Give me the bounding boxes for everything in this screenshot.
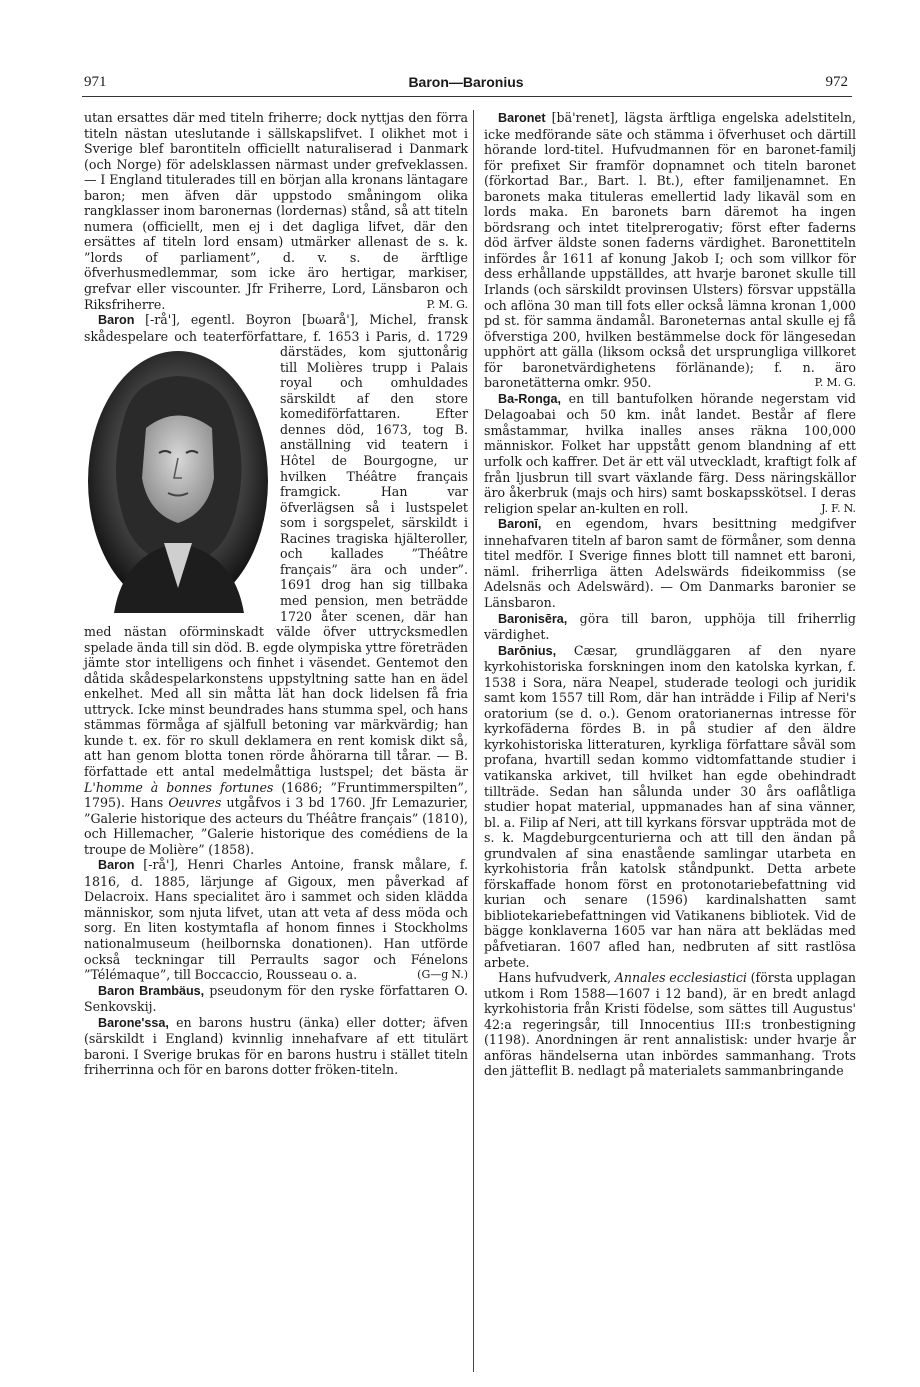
entry-baronius: Barōnius, Cæsar, grundläggaren af den nyare kyrkohistoriska forskningen inom den katolska kyrkan, f. 1538 i Sora, nära Neapel, studerade teologi och juridik samt kom 1557 till Rom, där han inträdde i Filip af Neri's oratorium (se d. o.). Genom oratorianernas intresse för kyrkofäderna fördes B. in på studier af den äldre kyrkohistoriska litteraturen, kyrkliga författare såväl som profana, hvartill sedan kommo vidtomfattande studier i vatikanska arkivet, till hvilket han egde obehindradt tillträde. Sedan han sålunda under 30 års oaflåtliga studier hopat material, uppmanades han af sina vänner, bl. a. Filip af Neri, att till kyrkans försvar uppträda mot de s. k. Magdeburgcenturierna och att till den ändan på grundvalen af sina enastående samlingar utarbeta en kyrkohistoria från katolsk ståndpunkt. Detta arbete förskaffade honom först en protonotariebefattning vid kurian och senare (1596) kardinalshatten samt bibliotekariebefattningen vid Vatikanens bibliotek. Vid de bägge konklaverna 1605 var han nära att beklädas med påfvetiaran. 1607 afled han, nedbruten af sitt rastlösa arbete. bbox=[484, 642, 856, 970]
portrait-engraving bbox=[84, 348, 272, 614]
headword: Ba-Ronga, bbox=[498, 391, 561, 406]
signature: P. M. G. bbox=[814, 376, 856, 390]
entry-baron-continued: utan ersattes där med titeln friherre; dock nyttjas den förra titeln nästan uteslutande i sällskapslifvet. I olikhet mot i Sverige blef barontiteln officiellt naturaliserad i Danmark (och Norge) för adelsklassen närmast under grefveklassen. — I England titulerades till en början alla kronans läntagare baron; men äfven där uppstodo småningom olika rangklasser inom baronernas (lordernas) stånd, så att titeln numera (officiellt, men ej i det dagliga lifvet, där den ersättes af titeln lord ensam) utmärker allenast de s. k. ”lords of parliament”, d. v. s. de ärftlige öfverhusmedlemmar, som icke äro hertigar, markiser, grefvar eller viscounter. Jfr Friherre, Lord, Länsbaron och Riksfriherre. P. M. G. bbox=[84, 110, 468, 312]
entry-baronisera: Baronisēra, göra till baron, upphöja till friherrlig värdighet. bbox=[484, 610, 856, 643]
right-column bbox=[484, 110, 856, 1079]
entry-baron-michel-text: Baron [-rå'], egentl. Boyron [bωarå'], Michel, fransk skådespelare och teaterförfattare, f. 1653 i Paris, d. 1729 därstädes, kom sjuttonårig till Molières trupp i Palais royal och omhuldades särskildt af den store komediförfattaren. Efter dennes död, 1673, tog B. anställning vid teatern i Hôtel de Bourgogne, ur hvilken Théâtre français framgick. Han var öfverlägsen så i lustspelet som i sorgspelet, särskildt i Racines tragiska hjälteroller, och kallades ”Théâtre français” ära och under”. 1691 drog han sig tillbaka med pension, men beträdde 1720 åter scenen, där han med nästan oförminskadt välde öfver uttrycksmedlen spelade ända till sin död. B. egde olympiska yttre företräden jämte stor intelligens och finhet i väsendet. Gentemot den dåtida skådespelarkonstens uppstyltning satte han en ädel enkelhet. Med all sin måtta lät han dock lidelsen få fria uttryck. Icke minst beundrades hans stumma spel, och hans stämmas förmåga af själfull betoning var märkvärdig; han kunde t. ex. för ro skull deklamera en rent komisk dikt så, att han genom blotta tonen rörde åhörarna till tårar. — B. författade ett antal medelmåttiga lustspel; det bästa är L'homme à bonnes fortunes (1686; ”Fruntimmerspilten”, 1795). Hans Oeuvres utgåfvos i 3 bd 1760. Jfr Lemazurier, ”Galerie historique des acteurs du Théâtre français” (1810), och Hillemacher, ”Galerie historique des comédiens de la troupe de Molière” (1858). bbox=[84, 312, 468, 857]
entry-baronessa: Barone'ssa, en barons hustru (änka) eller dotter; äfven (särskildt i England) kvinnlig innehafvare af ett titulärt baroni. I Sverige brukas för en barons hustru i stället titeln friherrinna och för en barons dotter fröken-titeln. bbox=[84, 1014, 468, 1078]
page-number-right: 972 bbox=[825, 74, 848, 90]
signature: P. M. G. bbox=[426, 297, 468, 311]
headword: Baron Brambäus, bbox=[98, 983, 205, 998]
left-column bbox=[84, 110, 468, 1078]
entry-text-part: [-rå'], egentl. Boyron [bωarå'], Michel, fransk skådespelare och teaterförfattare, f. 1653 i Paris, d. 1729 därstädes, bbox=[84, 312, 468, 360]
entry-baronet: Baronet [bä'renet], lägsta ärftliga engelska adelstiteln, icke medförande säte och stämma i öfverhuset och därtill hörande lord-titel. Hufvudmannen för en baronet-familj för prefixet Sir framför dopnamnet och titeln baronet (förkortad Bar., Bart. l. Bt.), efter familjenamnet. En baronets maka tituleras emellertid lady likaväl som en lords maka. En baronets barn däremot ha ingen bördsrang och intet titelprerogativ; först efter faderns död ärfver äldste sonen faderns värdighet. Baronettiteln infördes år 1611 af konung Jakob I; och som villkor för dess erhållande uppställdes, att hvarje baronet skulle till Irlands (och särskildt provinsen Ulsters) försvar uppställa och aflöna 30 man till fots eller också lämna kronan 1,000 pd st. för samma ändamål. Baroneternas antal skulle ej få öfverstiga 200, hvilken bestämmelse dock för längesedan upphört att gälla (liksom också det ursprungliga villkoret för baronetvärdighetens förlänande); f. n. äro baronetätterna omkr. 950. P. M. G. bbox=[484, 110, 856, 391]
entry-baron-henri: Baron [-rå'], Henri Charles Antoine, fransk målare, f. 1816, d. 1885, lärjunge af Gigoux, men påverkad af Delacroix. Hans specialitet äro i sammet och siden klädda människor, som njuta lifvet, utan att veta af dess möda och sorg. En liten kostymtafla af honom finnes i Stockholms nationalmuseum (heilbornska donationen). Han utförde också teckningar till Perraults sagor och Fénelons ”Télémaque”, till Boccaccio, Rousseau o. a. (G—g N.) bbox=[84, 857, 468, 983]
running-title: Baron—Baronius bbox=[408, 74, 524, 90]
headword: Barone'ssa, bbox=[98, 1015, 169, 1030]
portrait-image bbox=[84, 348, 272, 614]
entry-ba-ronga: Ba-Ronga, en till bantufolken hörande negerstam vid Delagoabai och 50 km. inåt landet. Består af flere småstammar, hvilka inalles anses räkna 100,000 människor. Folket har uppstått genom blandning af ett urfolk och kaffrer. Det är ett väl utveckladt, kraftigt folk af från ljusbrun till svart växlande färg. Dess näringskällor äro åkerbruk (majs och hirs) samt boskapsskötsel. I deras religion spelar an-kulten en roll. J. F. N. bbox=[484, 390, 856, 516]
entry-text-part: kom sjuttonårig till Molières trupp i Palais royal och omhuldades särskildt af den store komediförfattaren. Efter dennes död, 1673, tog B. anställning vid teatern i Hôtel de Bourgogne, ur hvilken Théâtre français framgick. Han var öfverlägsen så i lustspelet som i sorgspelet, särskildt i Racines tragiska hjälteroller, och kallades ”Théâtre français” ära och under”. 1691 drog han sig tillbaka med pension, men beträdde 1720 åter scenen, där han med nästan oförminskadt välde öfver uttrycksmedlen spelade ända till sin död. B. egde olympiska yttre företräden jämte stor intelligens och finhet i väsendet. Gentemot den dåtida skådespelarkonstens uppstyltning satte han en ädel enkelhet. Med all sin måtta lät han dock lidelsen få fria uttryck. Icke minst beundrades hans stumma spel, och hans stämmas förmåga af själfull betoning var märkvärdig; han kunde t. ex. för ro skull deklamera en rent komisk dikt så, att han genom blotta tonen rörde åhörarna till tårar. — B. författade ett antal medelmåttiga lustspel; det bästa är bbox=[84, 344, 468, 779]
page-header bbox=[80, 72, 852, 96]
headword: Baronet bbox=[498, 111, 546, 125]
header-rule bbox=[82, 96, 852, 97]
entry-baron-brambaus: Baron Brambäus, pseudonym för den ryske författaren O. Senkovskij. bbox=[84, 982, 468, 1015]
signature: (G—g N.) bbox=[417, 968, 468, 982]
entry-baroni: Baronī, en egendom, hvars besittning medgifver innehafvaren titeln af baron samt de förmåner, som denna titel medför. I Sverige finnes blott till namnet ett baroni, näml. friherrliga ätten Adelswärds fideikommiss (se Adelsnäs och Adelswärd). — Om Danmarks baronier se Länsbaron. bbox=[484, 516, 856, 610]
headword: Baron bbox=[98, 313, 135, 328]
page-number-left: 971 bbox=[84, 74, 107, 90]
headword: Baron bbox=[98, 858, 135, 873]
headword: Barōnius, bbox=[498, 643, 557, 658]
headword: Baronisēra, bbox=[498, 611, 568, 626]
headword: Baronī, bbox=[498, 517, 542, 532]
signature: J. F. N. bbox=[821, 501, 856, 515]
column-divider bbox=[473, 110, 474, 1372]
entry-baronius-continued: Hans hufvudverk, Annales ecclesiastici (första upplagan utkom i Rom 1588—1607 i 12 band), är en bredt anlagd kyrkohistoria från Kristi födelse, som sättes till Augustus' 42:a regeringsår, till Innocentius III:s tronbestigning (1198). Anordningen är rent annalistisk: under hvarje år anföras händelserna utan inbördes sammanhang. Trots den jätteflit B. nedlagt på materialets sammanbringande bbox=[484, 970, 856, 1079]
